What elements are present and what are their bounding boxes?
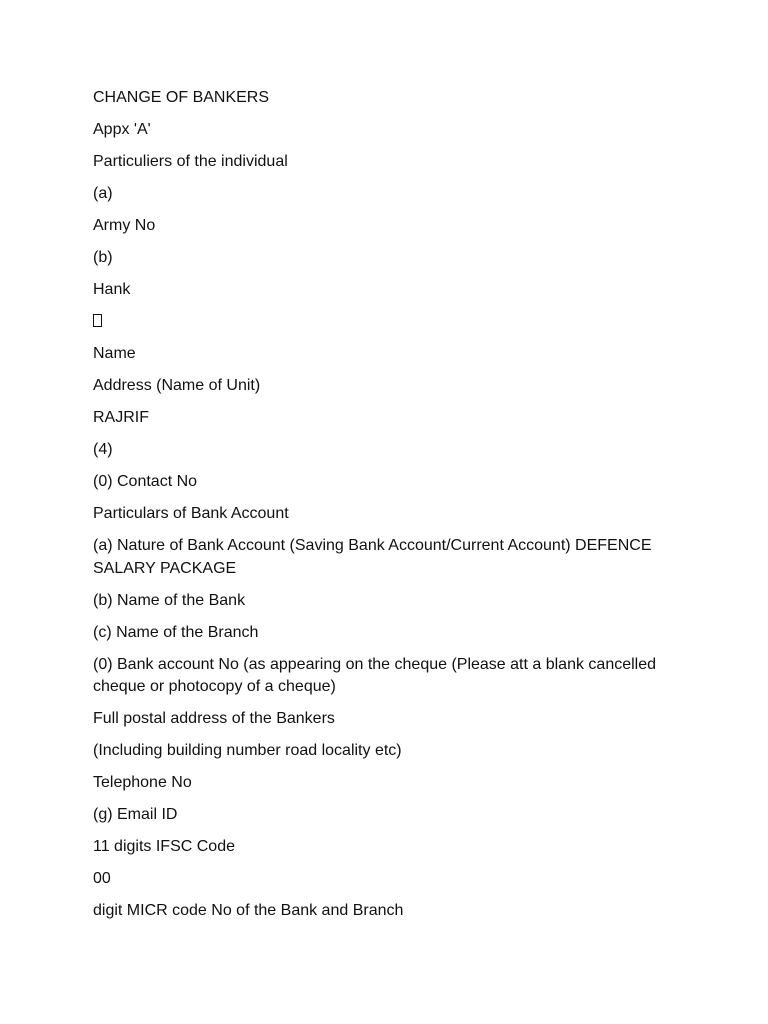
postal-address-note: (Including building number road locality etc) (93, 742, 402, 759)
appendix-label: Appx 'A' (93, 121, 151, 138)
field-label-email: (g) Email ID (93, 806, 178, 823)
field-label-address: Address (Name of Unit) (93, 377, 261, 394)
field-label-bank-name: (b) Name of the Bank (93, 591, 246, 609)
item-marker-4: (4) (93, 441, 113, 458)
field-label-ifsc: 11 digits IFSC Code (93, 838, 235, 855)
field-label-name: Name (93, 345, 136, 362)
field-label-contact-no: (0) Contact No (93, 473, 198, 490)
field-label-postal-address: Full postal address of the Bankers (93, 710, 335, 727)
missing-glyph-icon (93, 314, 102, 327)
field-label-micr: digit MICR code No of the Bank and Branch (93, 902, 404, 919)
section-heading-bank: Particulars of Bank Account (93, 505, 289, 522)
field-label-branch-name: (c) Name of the Branch (93, 623, 259, 641)
item-marker-a: (a) (93, 185, 113, 202)
field-label-telephone: Telephone No (93, 774, 192, 791)
section-heading-individual: Particuliers of the individual (93, 153, 288, 170)
unit-value: RAJRIF (93, 409, 149, 426)
field-label-nature-of-account: (a) Nature of Bank Account (Saving Bank Account/Current Account) DEFENCE SALARY PACKAGE (93, 537, 652, 577)
field-label-army-no: Army No (93, 217, 156, 234)
field-label-rank: Hank (93, 281, 131, 298)
missing-glyph-paragraph (93, 311, 683, 334)
item-marker-00: 00 (93, 870, 111, 887)
item-marker-b: (b) (93, 249, 113, 266)
field-label-account-no: (0) Bank account No (as appearing on the cheque (Please att a blank cancelled cheque or photocopy of a cheque) (93, 655, 657, 695)
document-body (93, 87, 683, 932)
document-title: CHANGE OF BANKERS (93, 89, 270, 106)
